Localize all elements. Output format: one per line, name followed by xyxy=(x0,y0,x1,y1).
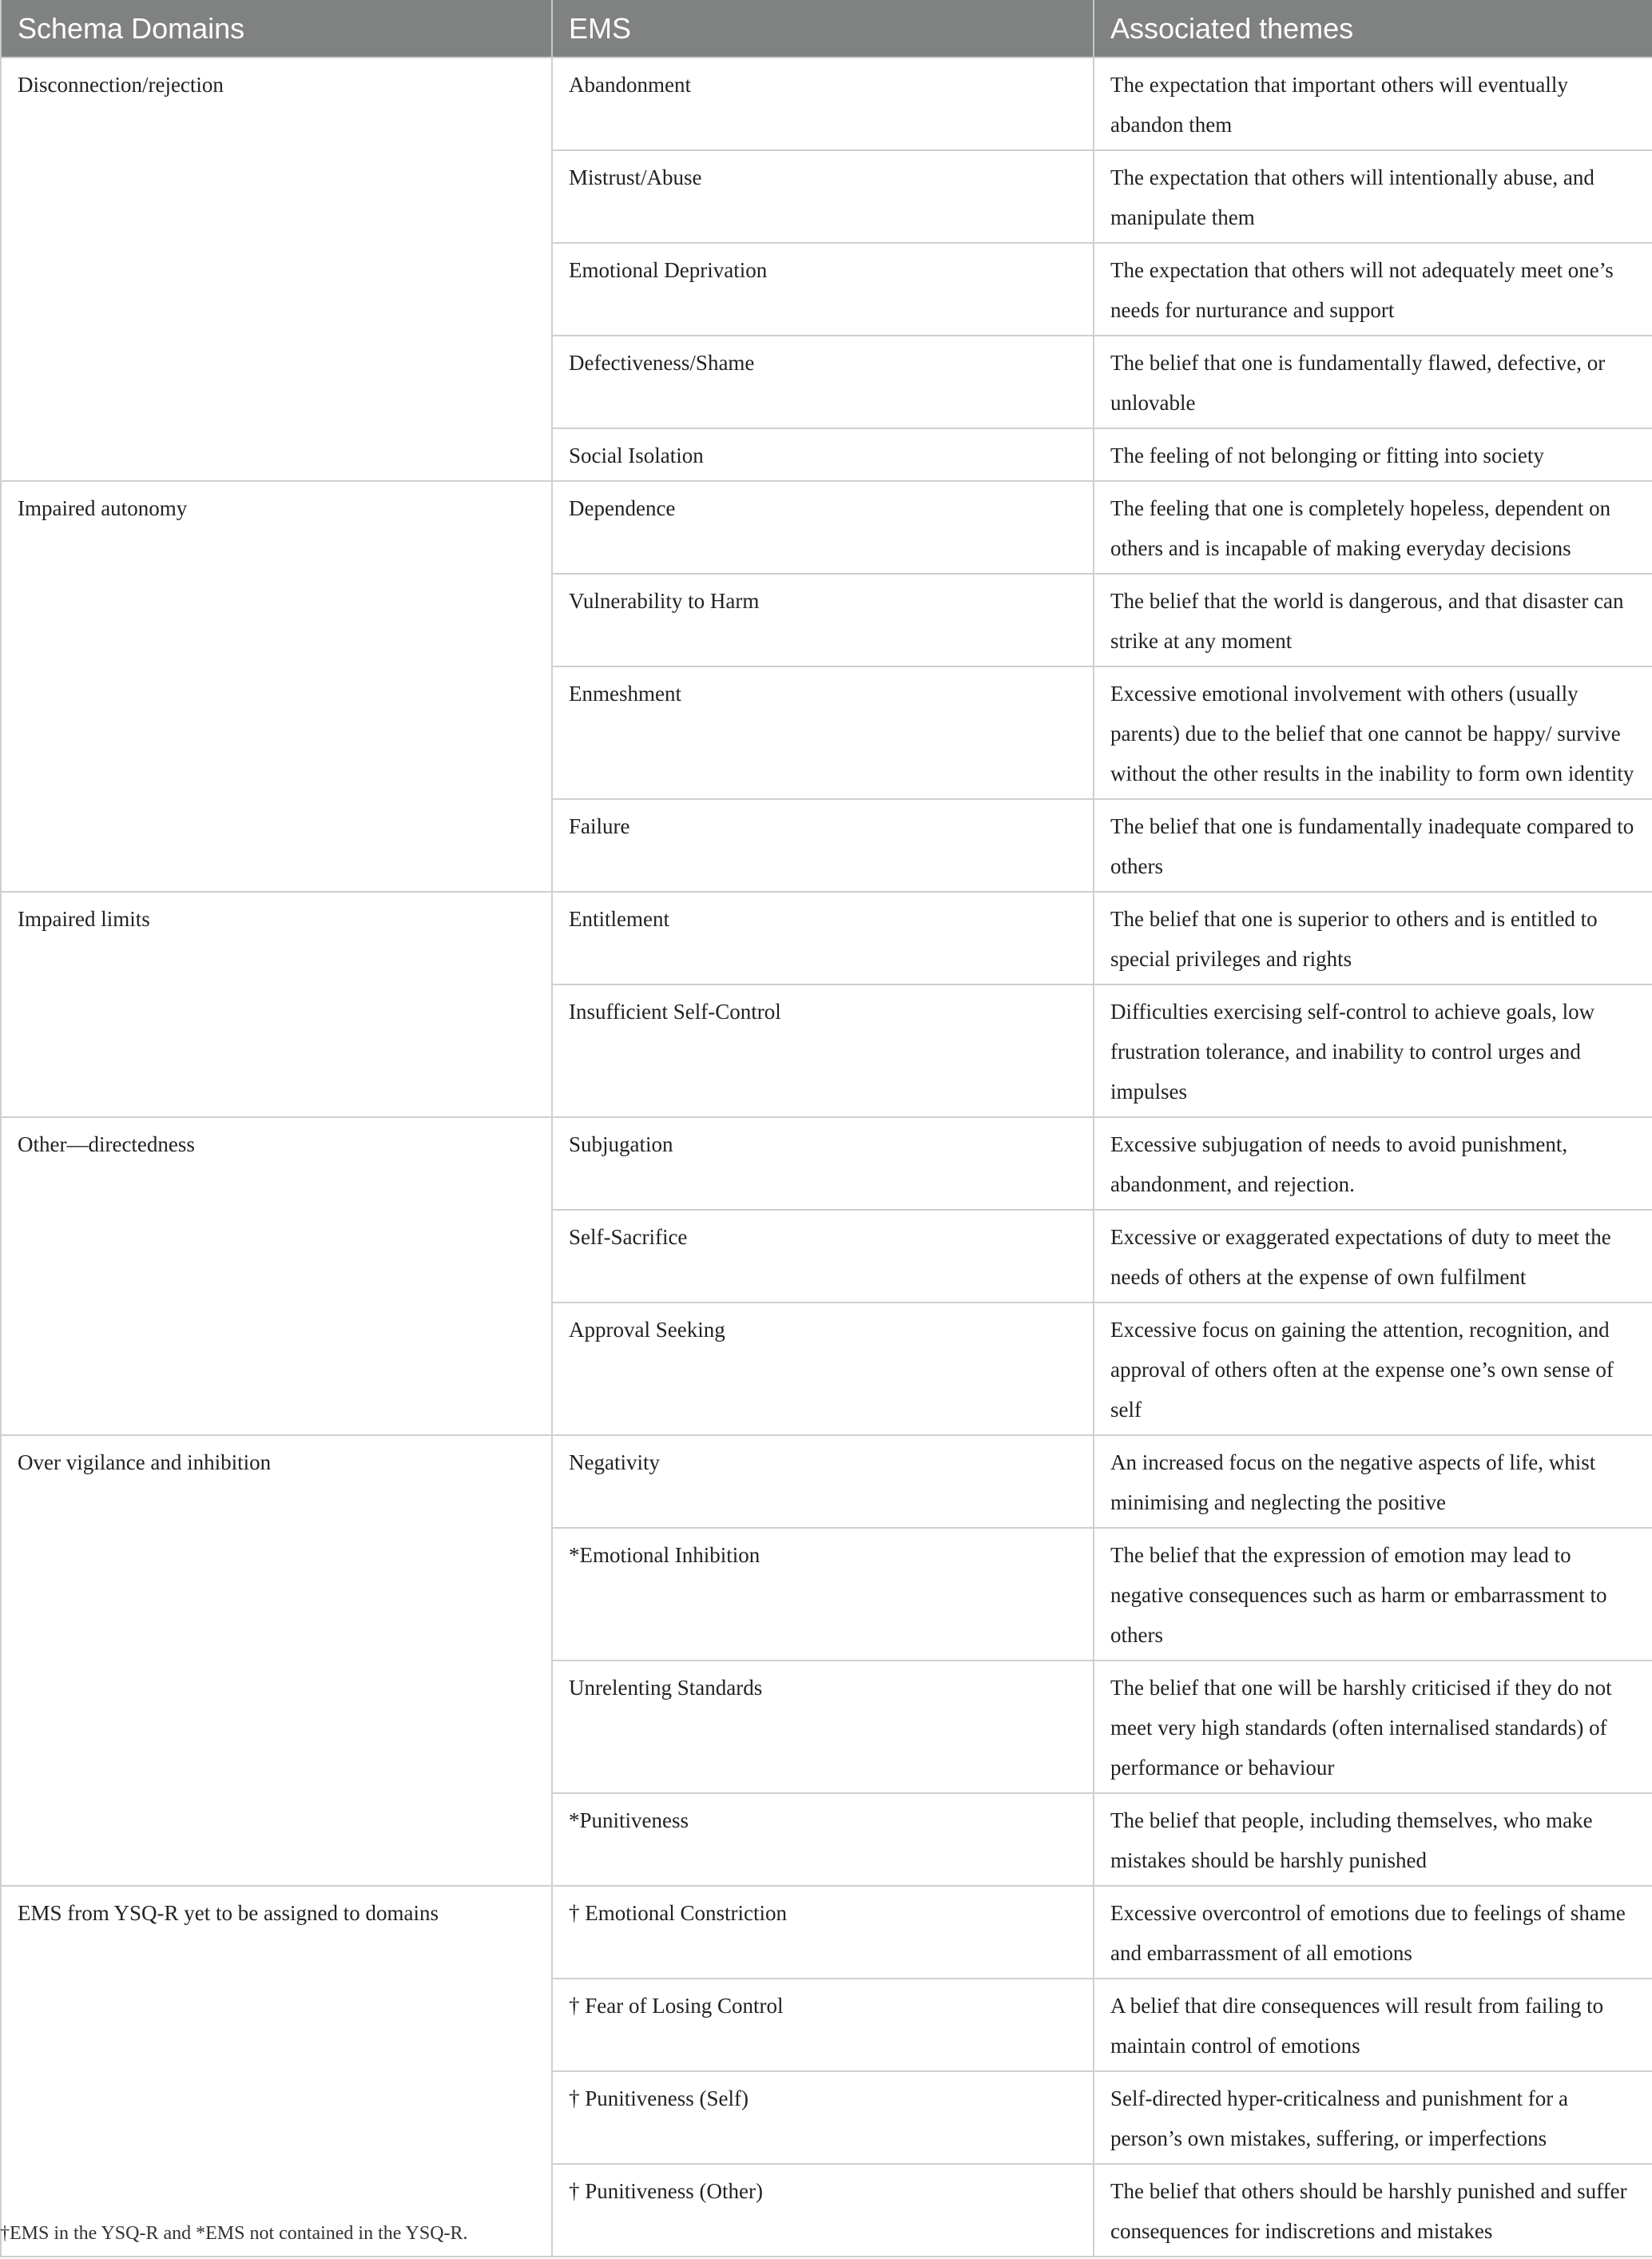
ems-cell: † Punitiveness (Other) xyxy=(552,2164,1094,2257)
ems-cell: *Emotional Inhibition xyxy=(552,1528,1094,1660)
schema-domain-cell: Disconnection/rejection xyxy=(1,58,552,481)
theme-cell: The belief that one is superior to others and is entitled to special privileges and rights xyxy=(1094,892,1652,984)
ems-cell: Vulnerability to Harm xyxy=(552,574,1094,666)
theme-cell: The belief that the world is dangerous, and that disaster can strike at any moment xyxy=(1094,574,1652,666)
theme-cell: The belief that one will be harshly criticised if they do not meet very high standards (often internalised standards) of performance or behaviour xyxy=(1094,1660,1652,1793)
ems-cell: Social Isolation xyxy=(552,428,1094,481)
ems-cell: Negativity xyxy=(552,1435,1094,1528)
theme-cell: Excessive subjugation of needs to avoid punishment, abandonment, and rejection. xyxy=(1094,1117,1652,1210)
ems-cell: Self-Sacrifice xyxy=(552,1210,1094,1303)
ems-cell: Failure xyxy=(552,799,1094,892)
ems-cell: Mistrust/Abuse xyxy=(552,150,1094,243)
header-ems: EMS xyxy=(552,0,1094,58)
theme-cell: The feeling of not belonging or fitting into society xyxy=(1094,428,1652,481)
theme-cell: Self-directed hyper-criticalness and punishment for a person’s own mistakes, suffering, or imperfections xyxy=(1094,2071,1652,2164)
ems-cell: Subjugation xyxy=(552,1117,1094,1210)
ems-cell: Defectiveness/Shame xyxy=(552,336,1094,428)
table-row xyxy=(1,1117,1652,1210)
schema-domain-cell: Over vigilance and inhibition xyxy=(1,1435,552,1886)
header-schema-domains: Schema Domains xyxy=(1,0,552,58)
ems-cell: Abandonment xyxy=(552,58,1094,150)
theme-cell: Excessive focus on gaining the attention, recognition, and approval of others often at the expense one’s own sense of self xyxy=(1094,1303,1652,1435)
header-row xyxy=(1,0,1652,58)
ems-cell: † Fear of Losing Control xyxy=(552,1979,1094,2071)
theme-cell: Excessive or exaggerated expectations of duty to meet the needs of others at the expense of own fulfilment xyxy=(1094,1210,1652,1303)
schema-domain-cell: EMS from YSQ-R yet to be assigned to domains xyxy=(1,1886,552,2257)
table-body xyxy=(1,58,1652,2257)
table-row xyxy=(1,1435,1652,1528)
theme-cell: An increased focus on the negative aspects of life, whist minimising and neglecting the positive xyxy=(1094,1435,1652,1528)
table-row xyxy=(1,481,1652,574)
theme-cell: Excessive emotional involvement with others (usually parents) due to the belief that one cannot be happy/ survive without the other results in the inability to form own identity xyxy=(1094,666,1652,799)
schema-domain-cell: Other—directedness xyxy=(1,1117,552,1435)
footnote: †EMS in the YSQ-R and *EMS not contained in the YSQ-R. xyxy=(0,2223,468,2244)
theme-cell: Excessive overcontrol of emotions due to feelings of shame and embarrassment of all emotions xyxy=(1094,1886,1652,1979)
theme-cell: The belief that others should be harshly punished and suffer consequences for indiscretions and mistakes xyxy=(1094,2164,1652,2257)
theme-cell: The expectation that others will intentionally abuse, and manipulate them xyxy=(1094,150,1652,243)
theme-cell: The belief that the expression of emotion may lead to negative consequences such as harm or embarrassment to others xyxy=(1094,1528,1652,1660)
theme-cell: The belief that one is fundamentally flawed, defective, or unlovable xyxy=(1094,336,1652,428)
ems-cell: Emotional Deprivation xyxy=(552,243,1094,336)
theme-cell: A belief that dire consequences will result from failing to maintain control of emotions xyxy=(1094,1979,1652,2071)
ems-cell: Entitlement xyxy=(552,892,1094,984)
ems-cell: Unrelenting Standards xyxy=(552,1660,1094,1793)
ems-cell: Enmeshment xyxy=(552,666,1094,799)
theme-cell: Difficulties exercising self-control to achieve goals, low frustration tolerance, and inability to control urges and impulses xyxy=(1094,984,1652,1117)
theme-cell: The belief that one is fundamentally inadequate compared to others xyxy=(1094,799,1652,892)
theme-cell: The expectation that others will not adequately meet one’s needs for nurturance and support xyxy=(1094,243,1652,336)
theme-cell: The expectation that important others will eventually abandon them xyxy=(1094,58,1652,150)
ems-cell: † Punitiveness (Self) xyxy=(552,2071,1094,2164)
theme-cell: The belief that people, including themselves, who make mistakes should be harshly punished xyxy=(1094,1793,1652,1886)
table-row xyxy=(1,1886,1652,1979)
header-associated-themes: Associated themes xyxy=(1094,0,1652,58)
ems-cell: *Punitiveness xyxy=(552,1793,1094,1886)
schema-domain-cell: Impaired autonomy xyxy=(1,481,552,892)
table-row xyxy=(1,58,1652,150)
ems-cell: † Emotional Constriction xyxy=(552,1886,1094,1979)
ems-cell: Approval Seeking xyxy=(552,1303,1094,1435)
table-row xyxy=(1,892,1652,984)
ems-cell: Insufficient Self-Control xyxy=(552,984,1094,1117)
ems-cell: Dependence xyxy=(552,481,1094,574)
theme-cell: The feeling that one is completely hopeless, dependent on others and is incapable of making everyday decisions xyxy=(1094,481,1652,574)
schema-domain-cell: Impaired limits xyxy=(1,892,552,1117)
